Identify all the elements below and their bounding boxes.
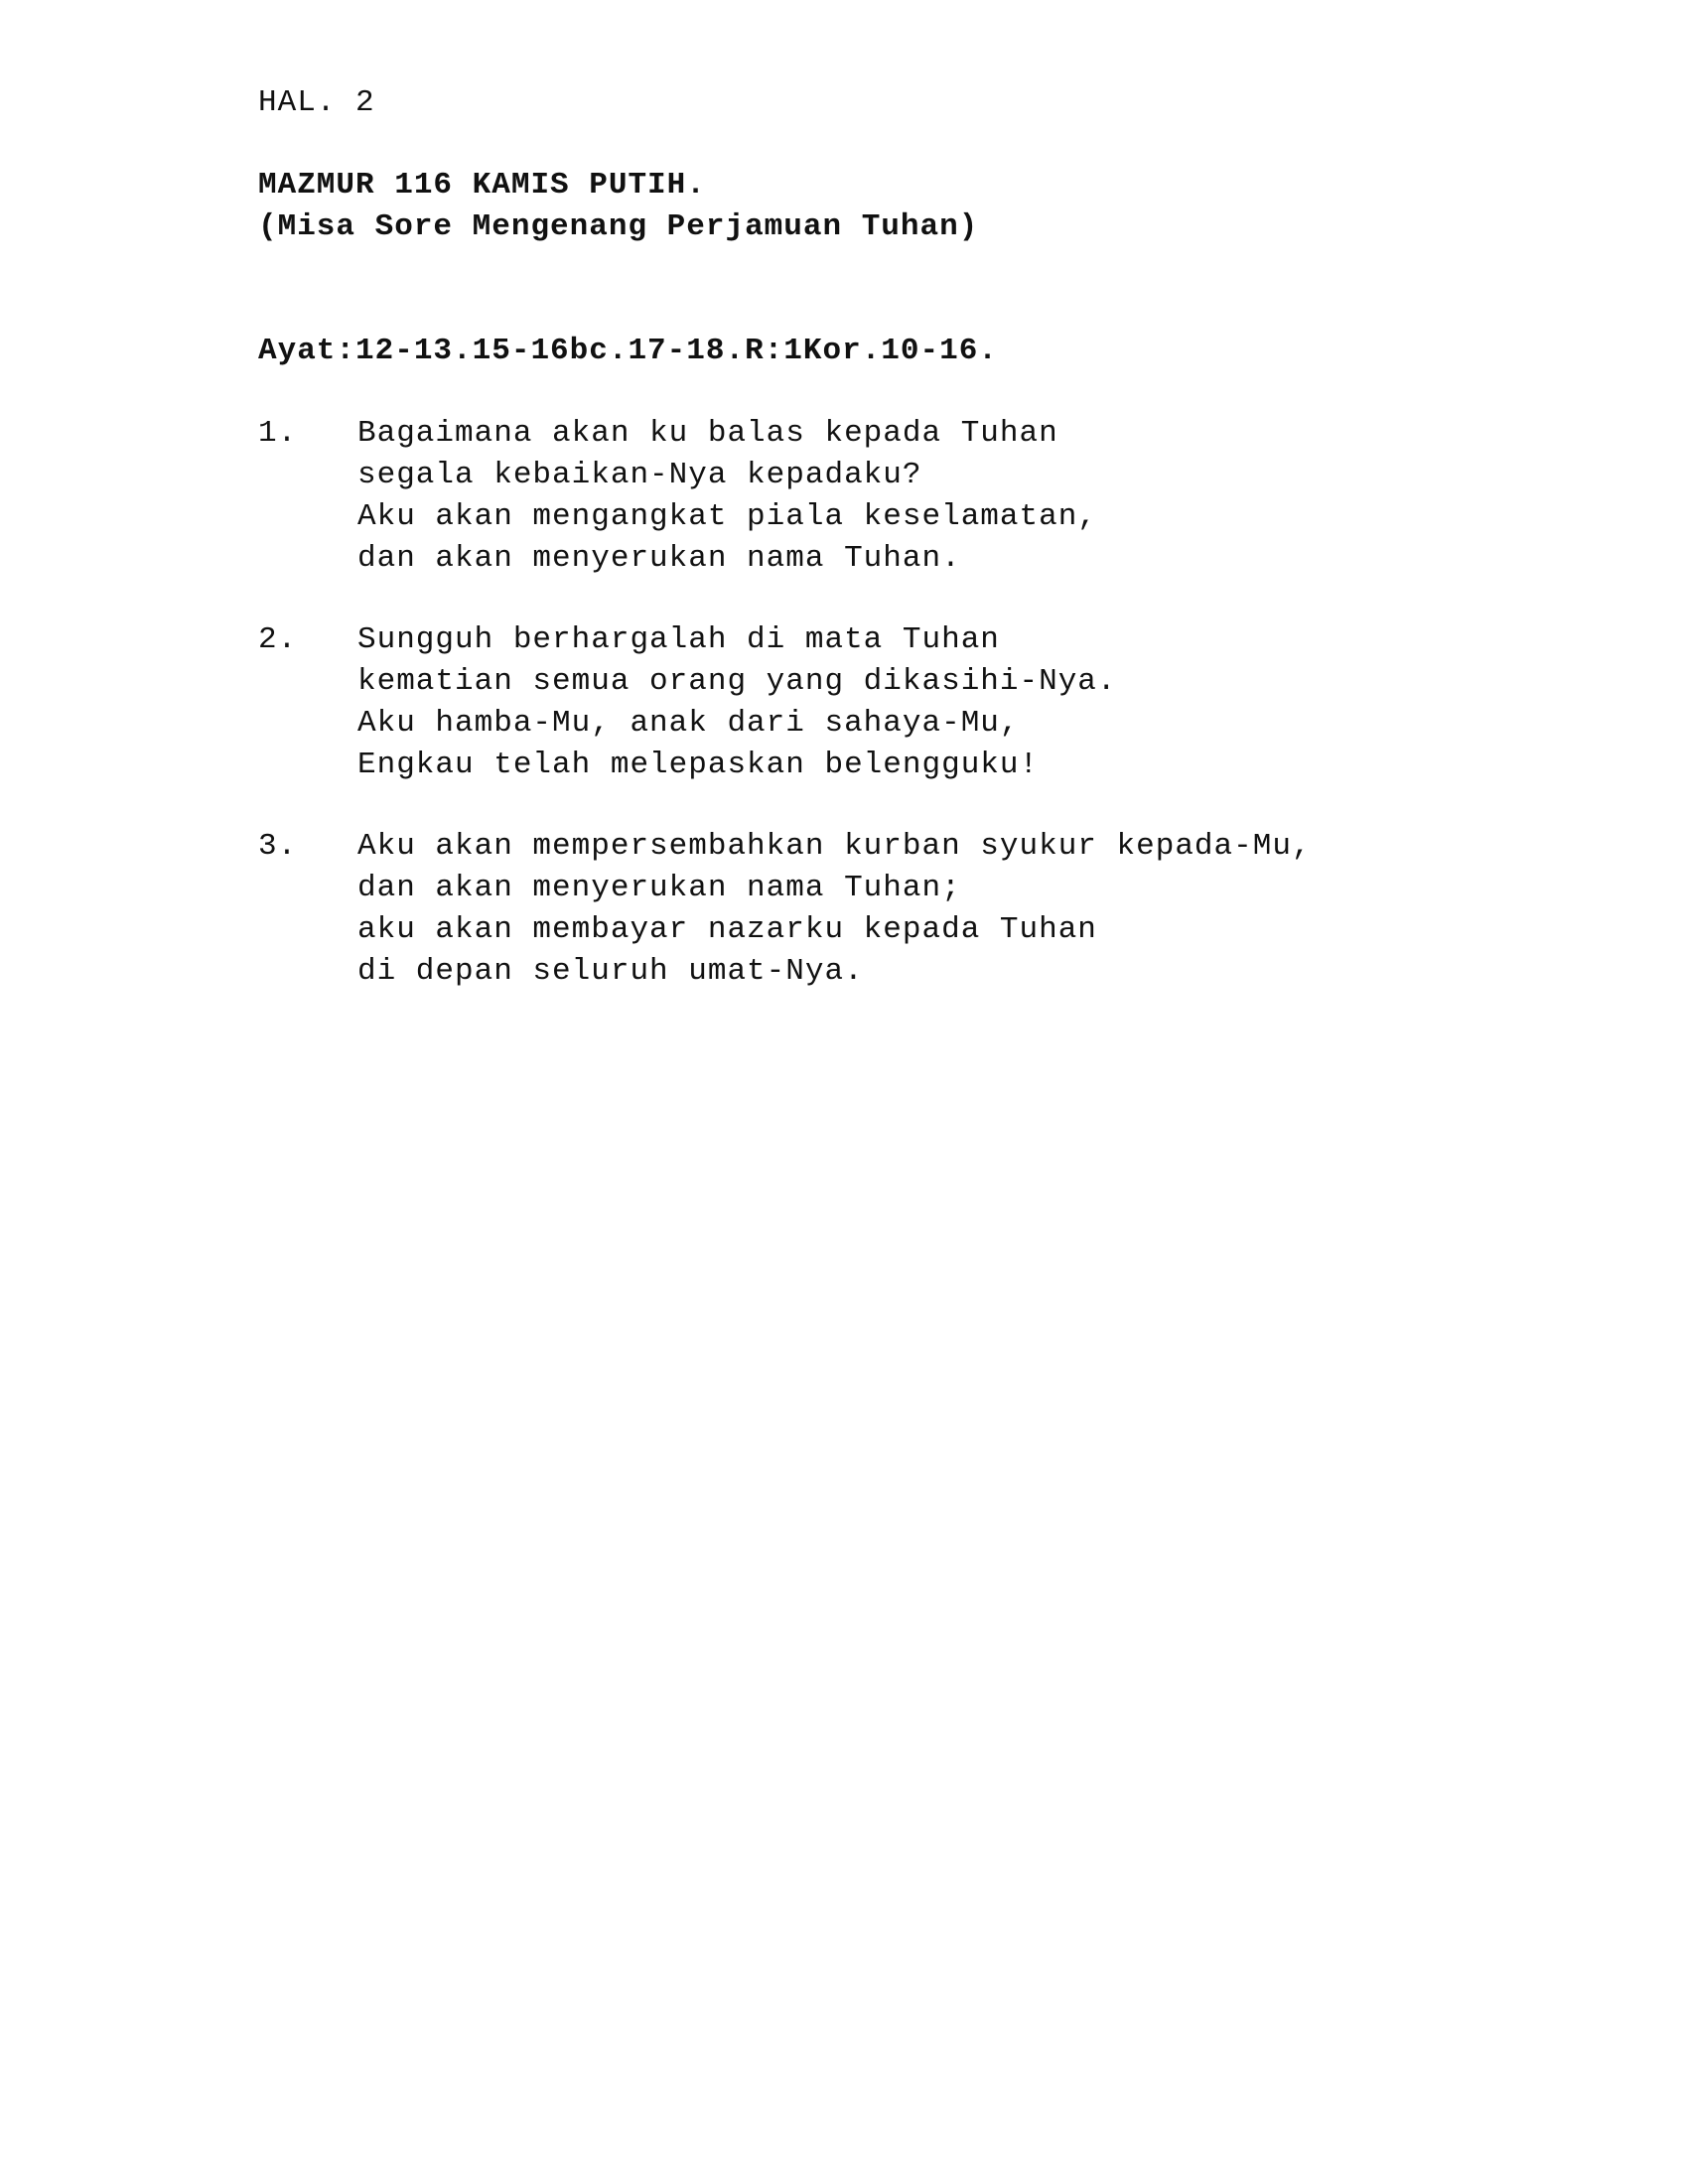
verse-lines xyxy=(357,619,1117,786)
verse-number: 2. xyxy=(258,622,298,657)
psalm-title: MAZMUR 116 KAMIS PUTIH. xyxy=(258,168,706,203)
verse-line: di depan seluruh umat-Nya. xyxy=(357,954,864,989)
verse-number: 3. xyxy=(258,829,298,864)
verse-lines xyxy=(357,413,1097,580)
page-label: HAL. 2 xyxy=(258,85,375,120)
verse-lines xyxy=(357,826,1312,993)
verse-line: kematian semua orang yang dikasihi-Nya. xyxy=(357,664,1117,699)
verse-reference: Ayat:12-13.15-16bc.17-18.R:1Kor.10-16. xyxy=(258,334,998,368)
verse-line: Aku hamba-Mu, anak dari sahaya-Mu, xyxy=(357,706,1020,741)
verse-line: segala kebaikan-Nya kepadaku? xyxy=(357,458,922,492)
verse-line: Bagaimana akan ku balas kepada Tuhan xyxy=(357,416,1058,451)
verse-line: Sungguh berhargalah di mata Tuhan xyxy=(357,622,1000,657)
verse-line: aku akan membayar nazarku kepada Tuhan xyxy=(357,912,1097,947)
verse-number: 1. xyxy=(258,416,298,451)
verse-line: Engkau telah melepaskan belengguku! xyxy=(357,748,1040,782)
verse-line: Aku akan mengangkat piala keselamatan, xyxy=(357,499,1097,534)
verse-line: dan akan menyerukan nama Tuhan. xyxy=(357,541,961,576)
psalm-subtitle: (Misa Sore Mengenang Perjamuan Tuhan) xyxy=(258,209,979,244)
verse-line: Aku akan mempersembahkan kurban syukur kepada-Mu, xyxy=(357,829,1312,864)
verse-line: dan akan menyerukan nama Tuhan; xyxy=(357,871,961,905)
